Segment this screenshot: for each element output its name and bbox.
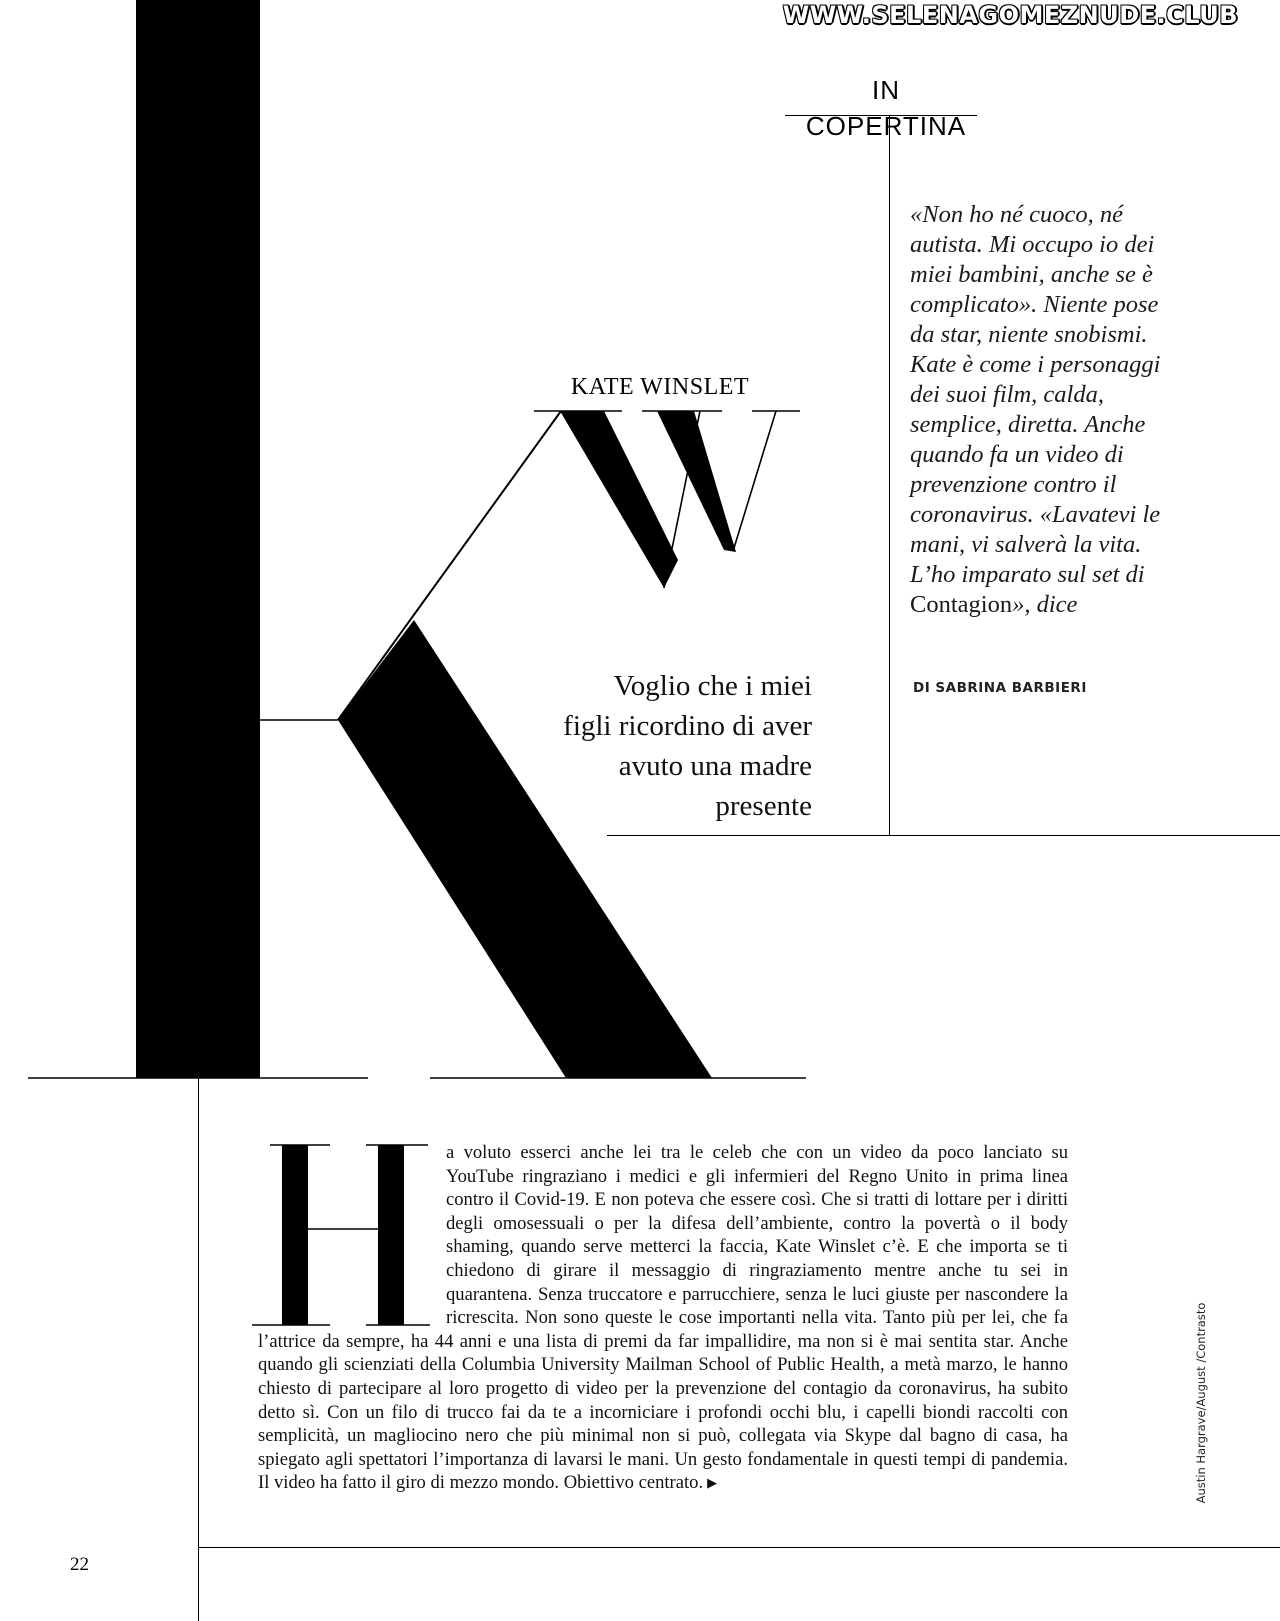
byline: DI SABRINA BARBIERI (913, 680, 1087, 696)
quote-column-rule (889, 115, 890, 836)
intro-quote-part-3: », dice (1012, 591, 1078, 618)
section-label: IN COPERTINA (805, 75, 967, 141)
body-text: a voluto esserci anche lei tra le celeb che con un video da poco lanciato su YouTube ringraziano i medici e gli infermieri del Regno Unito in prima linea contro il Covid-19. E non poteva che essere così. Che si tratti di lottare per i diritti degli omosessuali o per la difesa dell’ambiente, contro la povertà o il body shaming, quando serve metterci la faccia, Kate Winslet c’è. E che importa se ti chiedono di girare il messaggio di ringraziamento mentre anche tu sei in quarantena. Senza truccatore e parrucchiere, senza le luci giuste per nascondere la ricrescita. Non sono queste le cose importanti nella vita. Tanto più per lei, che fa l’attrice da sempre, ha 44 anni e una lista di premi da far impallidire, ma non si è mai sentita star. Anche quando gli scienziati della Columbia University Mailman School of Public Health, a metà marzo, le hanno chiesto di partecipare al loro progetto di video per la prevenzione del contagio da coronavirus, ha subito detto sì. Con un filo di trucco fai da te a incorniciare i profondi occhi blu, i capelli biondi raccolti con semplicità, un magliocino nero che più minimal non si può, collegata via Skype dal bagno di casa, ha spiegato agli spettatori l’importanza di lavarsi le mani. Un gesto fondamentale in questi tempi di pandemia. Il video ha fatto il giro di mezzo mondo. Obiettivo centrato. (258, 1142, 1068, 1494)
body-column-rule (198, 1078, 199, 1621)
headline: Voglio che i miei figli ricordino di aver avuto una madre presente (563, 670, 812, 822)
photo-credit: Austin Hargrave/August /Contrasto (1194, 1302, 1208, 1504)
header-bottom-rule (607, 835, 1280, 836)
article-body (258, 1141, 1068, 1496)
drop-cap-space (258, 1141, 446, 1325)
intro-quote-part-1: «Non ho né cuoco, né autista. Mi occupo io dei miei bambini, anche se è complicato». Niente pose da star, niente snobismi. Kate è come i personaggi dei suoi film, calda, semplice, diretta. Anche quando fa un video di prevenzione contro il coronavirus. «Lavatevi le mani, vi salverà la vita. L’ho imparato sul set di (910, 201, 1161, 588)
intro-quote-film-title: Contagion (910, 591, 1013, 618)
page-number: 22 (70, 1554, 89, 1575)
intro-quote (910, 200, 1180, 620)
play-triangle-icon: ▶ (707, 1475, 718, 1491)
footer-rule (198, 1547, 1280, 1548)
watermark: WWW.SELENAGOMEZNUDE.CLUB (782, 1, 1238, 29)
subject-name: KATE WINSLET (570, 374, 750, 400)
